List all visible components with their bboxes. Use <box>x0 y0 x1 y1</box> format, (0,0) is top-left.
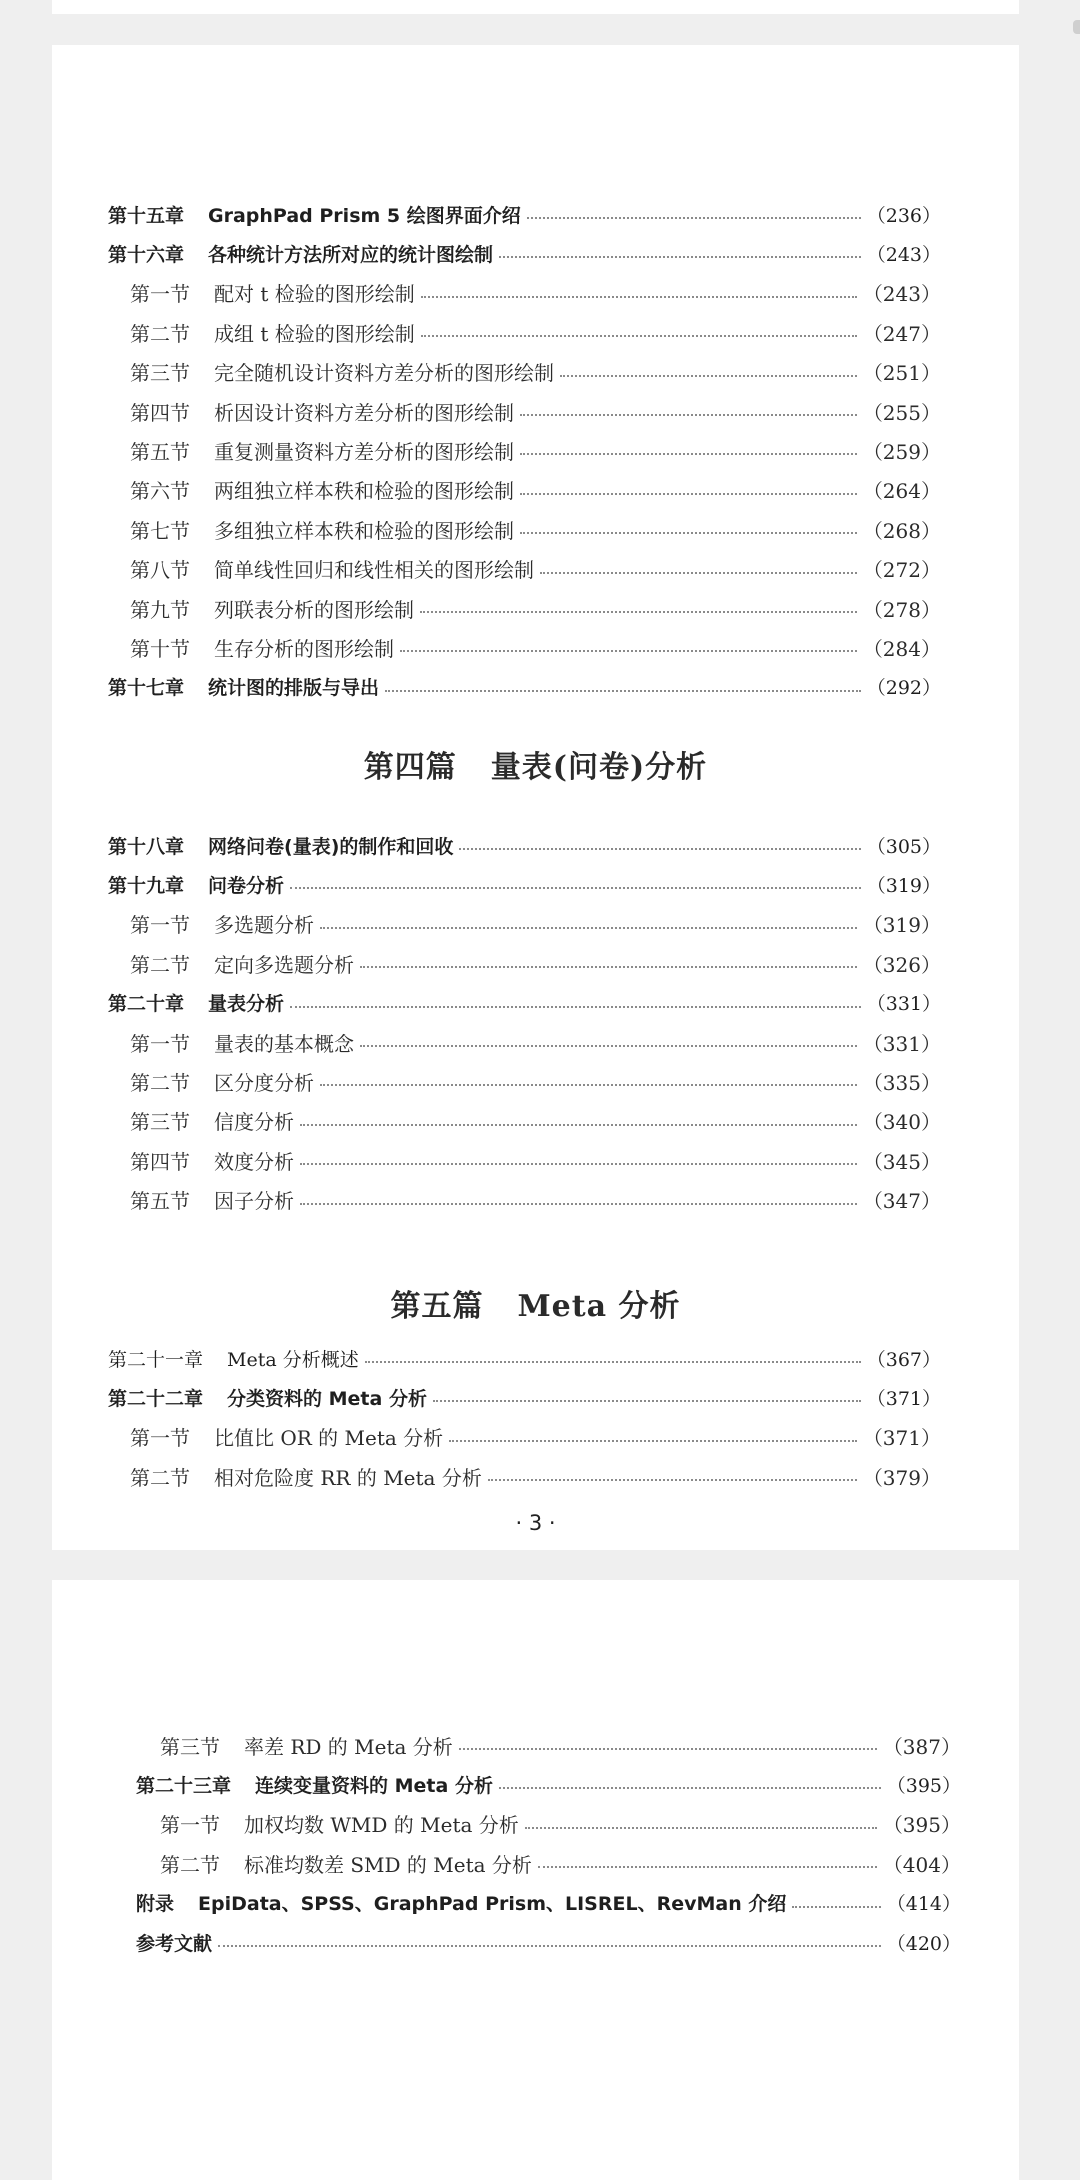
toc-entry-label: 第十六章 <box>108 243 185 266</box>
dot-leader <box>300 1124 857 1126</box>
toc-entry-label: 第一节 <box>160 1813 220 1838</box>
toc-entry-title: 分类资料的 Meta 分析 <box>227 1387 427 1410</box>
part-number: 第五篇 <box>390 1289 484 1324</box>
toc-entry-title: 加权均数 WMD 的 Meta 分析 <box>244 1813 519 1838</box>
toc-entry-label: 第二十一章 <box>108 1348 204 1371</box>
dot-leader <box>499 256 861 258</box>
toc-entry-label: 第十节 <box>130 636 190 661</box>
dot-leader <box>488 1479 857 1481</box>
part-heading-5 <box>52 1281 1019 1325</box>
dot-leader <box>421 335 857 337</box>
toc-entry-page-number: （331） <box>862 1031 941 1056</box>
toc-entry-title: 析因设计资料方差分析的图形绘制 <box>214 400 514 425</box>
toc-entry-label: 第一节 <box>130 913 190 938</box>
dot-leader <box>538 1866 877 1868</box>
toc-entry-label: 第十五章 <box>108 204 185 227</box>
dot-leader <box>320 927 857 929</box>
dot-leader <box>421 296 857 298</box>
dot-leader <box>433 1400 861 1402</box>
toc-entry-title: 量表分析 <box>208 993 285 1016</box>
toc-entry-title: 两组独立样本秩和检验的图形绘制 <box>214 479 514 504</box>
toc-entry-title: 因子分析 <box>214 1189 294 1214</box>
toc-entry-page-number: （404） <box>882 1852 961 1877</box>
toc-entry-title: Meta 分析概述 <box>227 1348 359 1371</box>
toc-entry-page-number: （335） <box>862 1070 941 1095</box>
toc-entry-label: 第二十二章 <box>108 1387 204 1410</box>
dot-leader <box>525 1827 877 1829</box>
dot-leader <box>320 1084 857 1086</box>
toc-entry-title: 重复测量资料方差分析的图形绘制 <box>214 439 514 464</box>
toc-entry-page-number: （319） <box>862 913 941 938</box>
toc-entry-label: 第五节 <box>130 1189 190 1214</box>
toc-entry-title: 相对危险度 RR 的 Meta 分析 <box>214 1465 482 1490</box>
dot-leader <box>400 650 857 652</box>
dot-leader <box>365 1361 861 1363</box>
toc-section-entry <box>130 475 941 505</box>
toc-chapter-entry <box>108 672 941 702</box>
toc-entry-title: 量表的基本概念 <box>214 1031 354 1056</box>
toc-section-entry <box>130 357 941 387</box>
toc-entry-page-number: （259） <box>862 439 941 464</box>
toc-entry-title: 信度分析 <box>214 1110 294 1135</box>
toc-section-entry <box>130 317 941 347</box>
toc-entry-title: 区分度分析 <box>214 1070 314 1095</box>
toc-section-entry <box>130 948 941 978</box>
toc-entry-label: 第三节 <box>130 1110 190 1135</box>
toc-entry-page-number: （236） <box>866 204 941 227</box>
toc-section-entry <box>160 1848 961 1878</box>
dot-leader <box>520 493 857 495</box>
toc-chapter-entry <box>108 238 941 268</box>
toc-page <box>52 45 1019 1550</box>
toc-entry-title: 比值比 OR 的 Meta 分析 <box>214 1426 444 1451</box>
toc-entry-label: 第一节 <box>130 1031 190 1056</box>
toc-entry-label: 第八节 <box>130 558 190 583</box>
toc-entry-page-number: （347） <box>862 1189 941 1214</box>
toc-entry-title: 多选题分析 <box>214 913 314 938</box>
toc-section-entry <box>130 435 941 465</box>
toc-entry-label: 第三节 <box>130 361 190 386</box>
toc-entry-title: 连续变量资料的 Meta 分析 <box>255 1774 493 1797</box>
toc-section-entry <box>130 396 941 426</box>
dot-leader <box>218 1945 881 1947</box>
toc-entry-label: 第二节 <box>130 321 190 346</box>
toc-entry-page-number: （345） <box>862 1149 941 1174</box>
toc-chapter-entry <box>136 1888 961 1918</box>
toc-entry-title: 率差 RD 的 Meta 分析 <box>244 1734 453 1759</box>
dot-leader <box>560 375 857 377</box>
toc-entry-page-number: （255） <box>862 400 941 425</box>
toc-chapter-entry <box>136 1927 961 1957</box>
toc-entry-label: 第二十三章 <box>136 1774 232 1797</box>
dot-leader <box>520 453 857 455</box>
toc-entry-title: 标准均数差 SMD 的 Meta 分析 <box>244 1852 532 1877</box>
toc-section-entry <box>130 593 941 623</box>
toc-section-entry <box>130 632 941 662</box>
toc-page-next <box>52 1580 1019 2180</box>
toc-chapter-entry <box>108 1343 941 1373</box>
dot-leader <box>459 1748 877 1750</box>
toc-section-entry <box>130 554 941 584</box>
toc-entry-label: 第四节 <box>130 400 190 425</box>
toc-entry-label: 第二节 <box>130 1070 190 1095</box>
toc-section-entry <box>130 1145 941 1175</box>
dot-leader <box>499 1787 881 1789</box>
toc-chapter-entry <box>136 1769 961 1799</box>
toc-chapter-entry <box>108 199 941 229</box>
toc-section-entry <box>130 1106 941 1136</box>
toc-entry-title: GraphPad Prism 5 绘图界面介绍 <box>208 204 521 227</box>
part-title: 量表(问卷)分析 <box>490 750 708 785</box>
toc-entry-title: 各种统计方法所对应的统计图绘制 <box>208 243 494 266</box>
toc-entry-page-number: （340） <box>862 1110 941 1135</box>
toc-entry-label: 第六节 <box>130 479 190 504</box>
dot-leader <box>520 532 857 534</box>
dot-leader <box>300 1203 857 1205</box>
toc-entry-page-number: （331） <box>866 993 941 1016</box>
toc-entry-page-number: （371） <box>862 1426 941 1451</box>
toc-entry-title: 完全随机设计资料方差分析的图形绘制 <box>214 361 554 386</box>
dot-leader <box>360 1045 857 1047</box>
toc-entry-label: 第一节 <box>130 282 190 307</box>
scrollbar-thumb[interactable] <box>1073 20 1080 34</box>
toc-entry-page-number: （326） <box>862 952 941 977</box>
toc-entry-page-number: （395） <box>886 1774 961 1797</box>
toc-entry-page-number: （264） <box>862 479 941 504</box>
toc-entry-page-number: （414） <box>886 1893 961 1916</box>
toc-entry-page-number: （284） <box>862 636 941 661</box>
toc-section-entry <box>130 1027 941 1057</box>
toc-entry-page-number: （251） <box>862 361 941 386</box>
dot-leader <box>459 848 860 850</box>
toc-entry-title: 网络问卷(量表)的制作和回收 <box>208 835 454 858</box>
part-number: 第四篇 <box>363 750 457 785</box>
toc-entry-label: 第九节 <box>130 597 190 622</box>
toc-entry-page-number: （292） <box>866 677 941 700</box>
page-number: · 3 · <box>515 1511 556 1535</box>
toc-entry-label: 第五节 <box>130 439 190 464</box>
toc-entry-label: 第七节 <box>130 518 190 543</box>
toc-entry-page-number: （243） <box>862 282 941 307</box>
toc-chapter-entry <box>108 1382 941 1412</box>
toc-section-entry <box>130 1185 941 1215</box>
dot-leader <box>360 966 857 968</box>
toc-entry-title: 统计图的排版与导出 <box>208 677 380 700</box>
toc-entry-label: 第十九章 <box>108 874 185 897</box>
toc-entry-page-number: （243） <box>866 243 941 266</box>
previous-page-edge <box>52 0 1019 14</box>
toc-chapter-entry <box>108 830 941 860</box>
toc-entry-page-number: （367） <box>866 1348 941 1371</box>
toc-entry-title: 列联表分析的图形绘制 <box>214 597 414 622</box>
toc-entry-label: 第二十章 <box>108 993 185 1016</box>
toc-section-entry <box>130 514 941 544</box>
toc-entry-label: 附录 <box>136 1893 175 1916</box>
toc-entry-label: 第二节 <box>160 1852 220 1877</box>
toc-entry-label: 第十八章 <box>108 835 185 858</box>
toc-section-entry <box>130 1422 941 1452</box>
toc-entry-title: 配对 t 检验的图形绘制 <box>214 282 415 307</box>
dot-leader <box>527 217 861 219</box>
toc-entry-page-number: （272） <box>862 558 941 583</box>
toc-chapter-entry <box>108 869 941 899</box>
toc-entry-page-number: （379） <box>862 1465 941 1490</box>
toc-entry-label: 第二节 <box>130 1465 190 1490</box>
toc-entry-title: 问卷分析 <box>208 874 285 897</box>
toc-entry-title: 效度分析 <box>214 1149 294 1174</box>
toc-entry-title: 定向多选题分析 <box>214 952 354 977</box>
dot-leader <box>385 690 861 692</box>
dot-leader <box>540 572 857 574</box>
toc-entry-page-number: （319） <box>866 874 941 897</box>
part-heading-4 <box>52 742 1019 786</box>
dot-leader <box>300 1163 857 1165</box>
toc-entry-label: 第二节 <box>130 952 190 977</box>
toc-entry-title: 成组 t 检验的图形绘制 <box>214 321 415 346</box>
toc-section-entry <box>130 909 941 939</box>
toc-entry-label: 第三节 <box>160 1734 220 1759</box>
toc-entry-page-number: （420） <box>886 1932 961 1955</box>
toc-entry-title: EpiData、SPSS、GraphPad Prism、LISREL、RevMan 介绍 <box>198 1893 787 1916</box>
toc-entry-page-number: （247） <box>862 321 941 346</box>
toc-entry-page-number: （371） <box>866 1387 941 1410</box>
toc-section-entry <box>130 1066 941 1096</box>
dot-leader <box>792 1906 880 1908</box>
dot-leader <box>520 414 857 416</box>
toc-chapter-entry <box>108 988 941 1018</box>
dot-leader <box>449 1440 857 1442</box>
toc-entry-label: 第一节 <box>130 1426 190 1451</box>
toc-entry-title: 多组独立样本秩和检验的图形绘制 <box>214 518 514 543</box>
toc-section-entry <box>160 1730 961 1760</box>
part-title: Meta 分析 <box>517 1289 681 1324</box>
dot-leader <box>290 1006 861 1008</box>
toc-entry-page-number: （278） <box>862 597 941 622</box>
toc-entry-title: 生存分析的图形绘制 <box>214 636 394 661</box>
toc-section-entry <box>160 1809 961 1839</box>
toc-entry-page-number: （387） <box>882 1734 961 1759</box>
toc-entry-title: 简单线性回归和线性相关的图形绘制 <box>214 558 534 583</box>
toc-entry-page-number: （395） <box>882 1813 961 1838</box>
toc-entry-page-number: （268） <box>862 518 941 543</box>
toc-entry-label: 第四节 <box>130 1149 190 1174</box>
toc-section-entry <box>130 278 941 308</box>
toc-entry-page-number: （305） <box>866 835 941 858</box>
toc-entry-label: 参考文献 <box>136 1932 213 1955</box>
dot-leader <box>420 611 857 613</box>
toc-entry-label: 第十七章 <box>108 677 185 700</box>
toc-section-entry <box>130 1461 941 1491</box>
dot-leader <box>290 887 861 889</box>
